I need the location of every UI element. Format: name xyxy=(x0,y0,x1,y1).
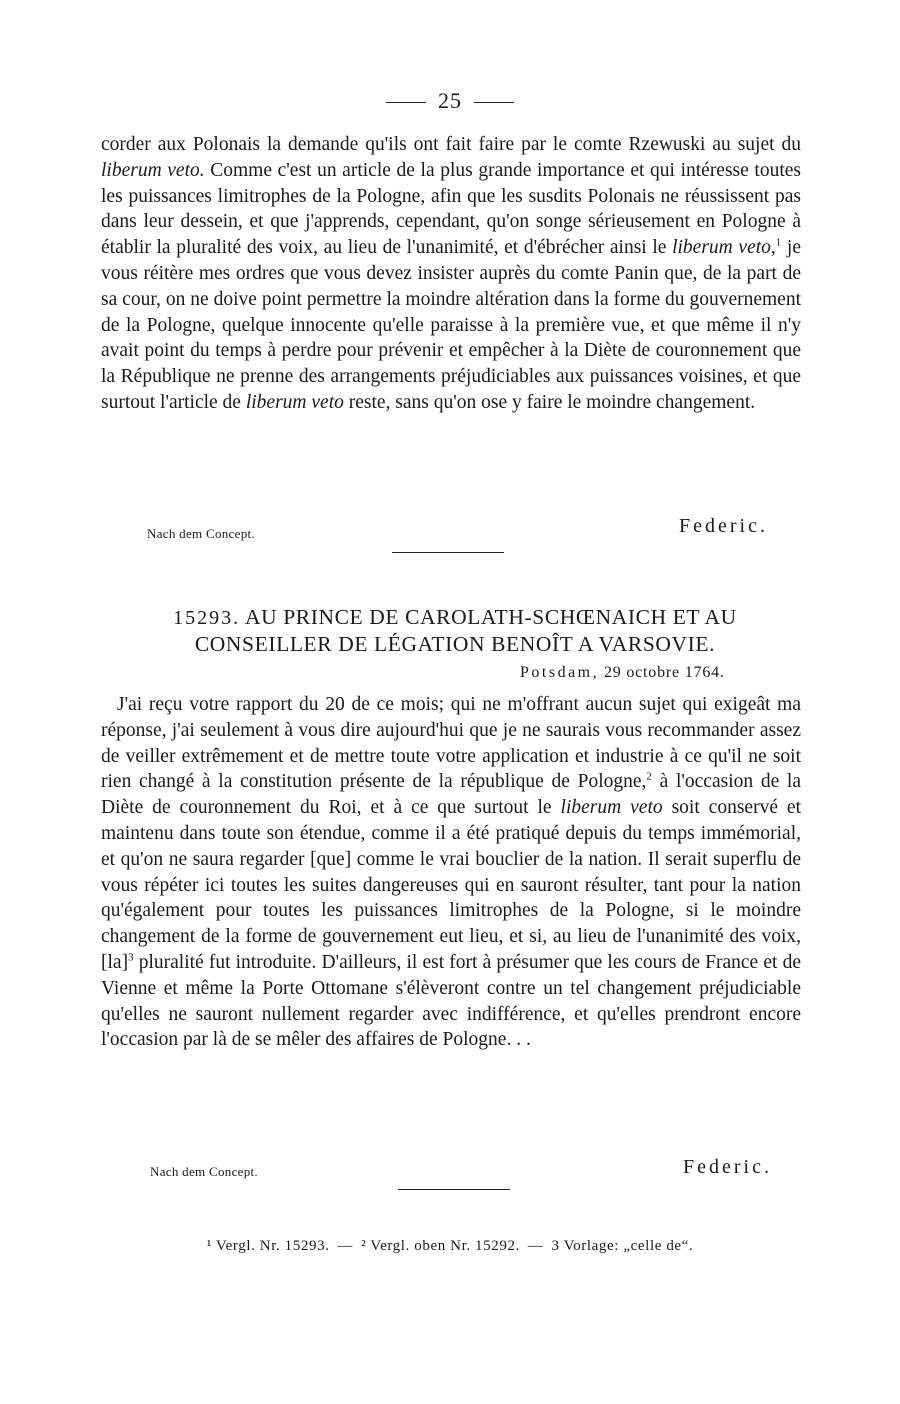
header-rule-left xyxy=(386,102,426,103)
letter2-heading xyxy=(110,604,800,657)
letter2-text-1: J'ai reçu votre rapport du 20 de ce mois; qui ne m'offrant aucun sujet qui exigeât ma réponse, j'ai seulement à vous dire aujourd'hui que je ne saurais vous recommander assez de veiller extrêmement et de mettre toute votre application et industrie à ce qu'il ne soit rien changé à la constitution présente de la république de Pologne, xyxy=(101,694,801,793)
letter1-body xyxy=(101,132,801,416)
letter1-signature: Federic. xyxy=(679,515,768,537)
letter2-heading-line1 xyxy=(110,604,800,631)
letter2-place-date xyxy=(520,664,725,682)
letter2-heading-text1: AU PRINCE DE CAROLATH-SCHŒNAICH ET AU xyxy=(244,605,737,629)
letter1-text-3: je vous réitère mes ordres que vous devez insister auprès du comte Panin que, de la part de sa cour, on ne doive point permettre la moindre altération dans la forme du gouvernement de la Pologne, quelque innocente qu'elle paraisse à la première vue, et que même il n'y avait point du temps à perdre pour prévenir et empêcher à la Diète de couronnement que la République ne prenne des arrangements préjudiciables aux puissances voisines, et que surtout l'article de xyxy=(101,237,801,413)
footnote-3: 3 Vorlage: „celle de“. xyxy=(551,1238,694,1254)
letter2-italic-1: liberum veto xyxy=(560,797,663,819)
footnote-ref-1: 1 xyxy=(775,236,782,249)
letter2-body xyxy=(101,692,801,1053)
footnote-2: ² Vergl. oben Nr. 15292. xyxy=(361,1238,520,1254)
footnote-ref-2: 2 xyxy=(646,770,652,783)
footnote-separator-2: — xyxy=(527,1238,544,1254)
letter1-source-note: Nach dem Concept. xyxy=(147,526,255,541)
letter1-text-2: Comme c'est un article de la plus grande importance et qui intéresse toutes les puissances limitrophes de la Pologne, afin que les susdits Polonais ne réussissent pas dans leur dessein, et que j'apprends, cependant, qu'on songe sérieusement en Pologne à établir la pluralité des voix, au lieu de l'unanimité, et d'ébrécher ainsi le xyxy=(101,159,801,259)
letter1-text-1: corder aux Polonais la demande qu'ils ont fait faire par le comte Rzewuski au sujet du xyxy=(101,134,801,155)
footnotes xyxy=(0,1238,900,1255)
page-number: 25 xyxy=(438,88,462,113)
header-rule-right xyxy=(474,102,514,103)
letter2-text-3: soit conservé et maintenu dans toute son étendue, comme il a été pratiqué depuis du temps immémorial, et qu'on ne saura regarder [que] comme le vrai bouclier de la nation. Il serait superflu de vous répéter ici toutes les suites dangereuses qui en sauront résulter, tant pour la nation qu'également pour toutes les puissances limitrophes de la Pologne, si le moindre changement de la forme de gouvernement eut lieu, et si, au lieu de l'unanimité des voix, [la] xyxy=(101,797,801,973)
letter2-source-note: Nach dem Concept. xyxy=(150,1164,258,1179)
footnote-separator-1: — xyxy=(337,1238,354,1254)
letter2-text-4: pluralité fut introduite. D'ailleurs, il est fort à présumer que les cours de France et de Vienne et même la Porte Ottomane s'élèveront contre un tel changement préjudiciable qu'elles ne sauront nullement regarder avec indifférence, et qu'elles prendront encore l'occasion par là de se mêler des affaires de Pologne. . . xyxy=(101,951,801,1051)
section-divider-1 xyxy=(392,552,504,553)
letter2-place: Potsdam, xyxy=(520,664,600,681)
letter2-date: 29 octobre 1764. xyxy=(603,664,725,681)
letter1-italic-1: liberum veto. xyxy=(101,159,205,181)
letter1-italic-2: liberum veto, xyxy=(672,237,776,259)
letter2-text-2: à l'occasion de la Diète de couronnement du Roi, et à ce que surtout le xyxy=(101,771,801,819)
section-divider-2 xyxy=(398,1189,510,1190)
footnote-ref-3: 3 xyxy=(128,951,134,964)
letter2-heading-line2: CONSEILLER DE LÉGATION BENOÎT A VARSOVIE. xyxy=(194,632,716,656)
page-header xyxy=(0,88,900,114)
letter2-signature: Federic. xyxy=(683,1156,772,1178)
letter2-number: 15293. xyxy=(173,607,241,629)
letter1-italic-3: liberum veto xyxy=(245,391,344,413)
footnote-1: ¹ Vergl. Nr. 15293. xyxy=(206,1238,330,1254)
letter1-text-4: reste, sans qu'on ose y faire le moindre changement. xyxy=(343,391,756,413)
